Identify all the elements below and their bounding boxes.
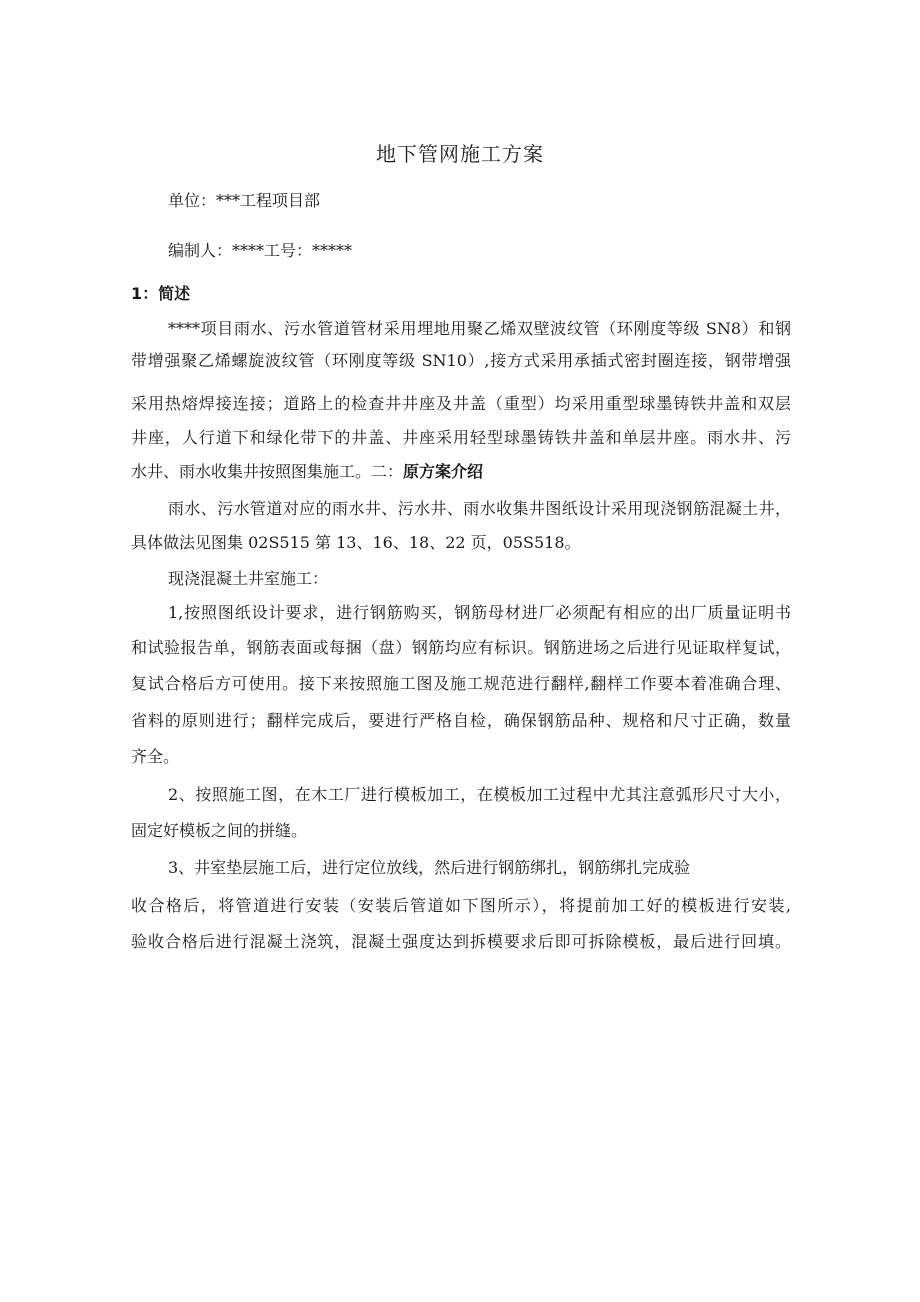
list-item-line: 和试验报告单，钢筋表面或每捆（盘）钢筋均应有标识。钢筋进场之后进行见证取样复试， [131,638,791,657]
unit-line: 单位：***工程项目部 [168,191,321,210]
paragraph-line: 具体做法见图集 02S515 第 13、16、18、22 页，05S518。 [131,533,581,552]
section-heading-1: 1：简述 [131,284,191,303]
list-item-line: 3、井室垫层施工后，进行定位放线，然后进行钢筋绑扎，钢筋绑扎完成验 [168,858,691,877]
paragraph-line: 井座，人行道下和绿化带下的井盖、井座采用轻型球墨铸铁井盖和单层井座。雨水井、污 [131,428,791,447]
paragraph-line: ****项目雨水、污水管道管材采用埋地用聚乙烯双壁波纹管（环刚度等级 SN8）和钢 [168,319,791,338]
list-item-line: 验收合格后进行混凝土浇筑，混凝土强度达到拆模要求后即可拆除模板，最后进行回填。 [131,932,791,951]
paragraph-text: 水井、雨水收集井按照图集施工。二： [131,462,404,481]
list-item-line: 收合格后，将管道进行安装（安装后管道如下图所示），将提前加工好的模板进行安装, [131,896,791,915]
paragraph-line: 采用热熔焊接连接；道路上的检查井井座及井盖（重型）均采用重型球墨铸铁井盖和双层 [131,394,791,413]
document-title: 地下管网施工方案 [376,142,544,166]
paragraph-line [131,461,791,483]
list-item-line: 省料的原则进行；翻样完成后，要进行严格自检，确保钢筋品种、规格和尺寸正确，数量 [131,711,791,730]
list-item-line: 齐全。 [131,747,180,766]
list-item-line: 复试合格后方可使用。接下来按照施工图及施工规范进行翻样,翻样工作要本着准确合理、 [131,674,791,693]
section-heading-2: 原方案介绍 [403,462,484,481]
paragraph-line: 雨水、污水管道对应的雨水井、污水井、雨水收集井图纸设计采用现浇钢筋混凝土井， [168,499,791,518]
list-item-line: 固定好模板之间的拼缝。 [131,821,308,840]
list-item-line: 1,按照图纸设计要求，进行钢筋购买，钢筋母材进厂必须配有相应的出厂质量证明书 [168,603,791,622]
author-line: 编制人：****工号：***** [168,241,353,260]
list-item-line: 2、按照施工图，在木工厂进行模板加工，在模板加工过程中尤其注意弧形尺寸大小， [168,785,791,804]
subheading: 现浇混凝土井室施工： [168,569,329,588]
paragraph-line: 带增强聚乙烯螺旋波纹管（环刚度等级 SN10）,接方式采用承插式密封圈连接，钢带增强 [131,351,791,370]
